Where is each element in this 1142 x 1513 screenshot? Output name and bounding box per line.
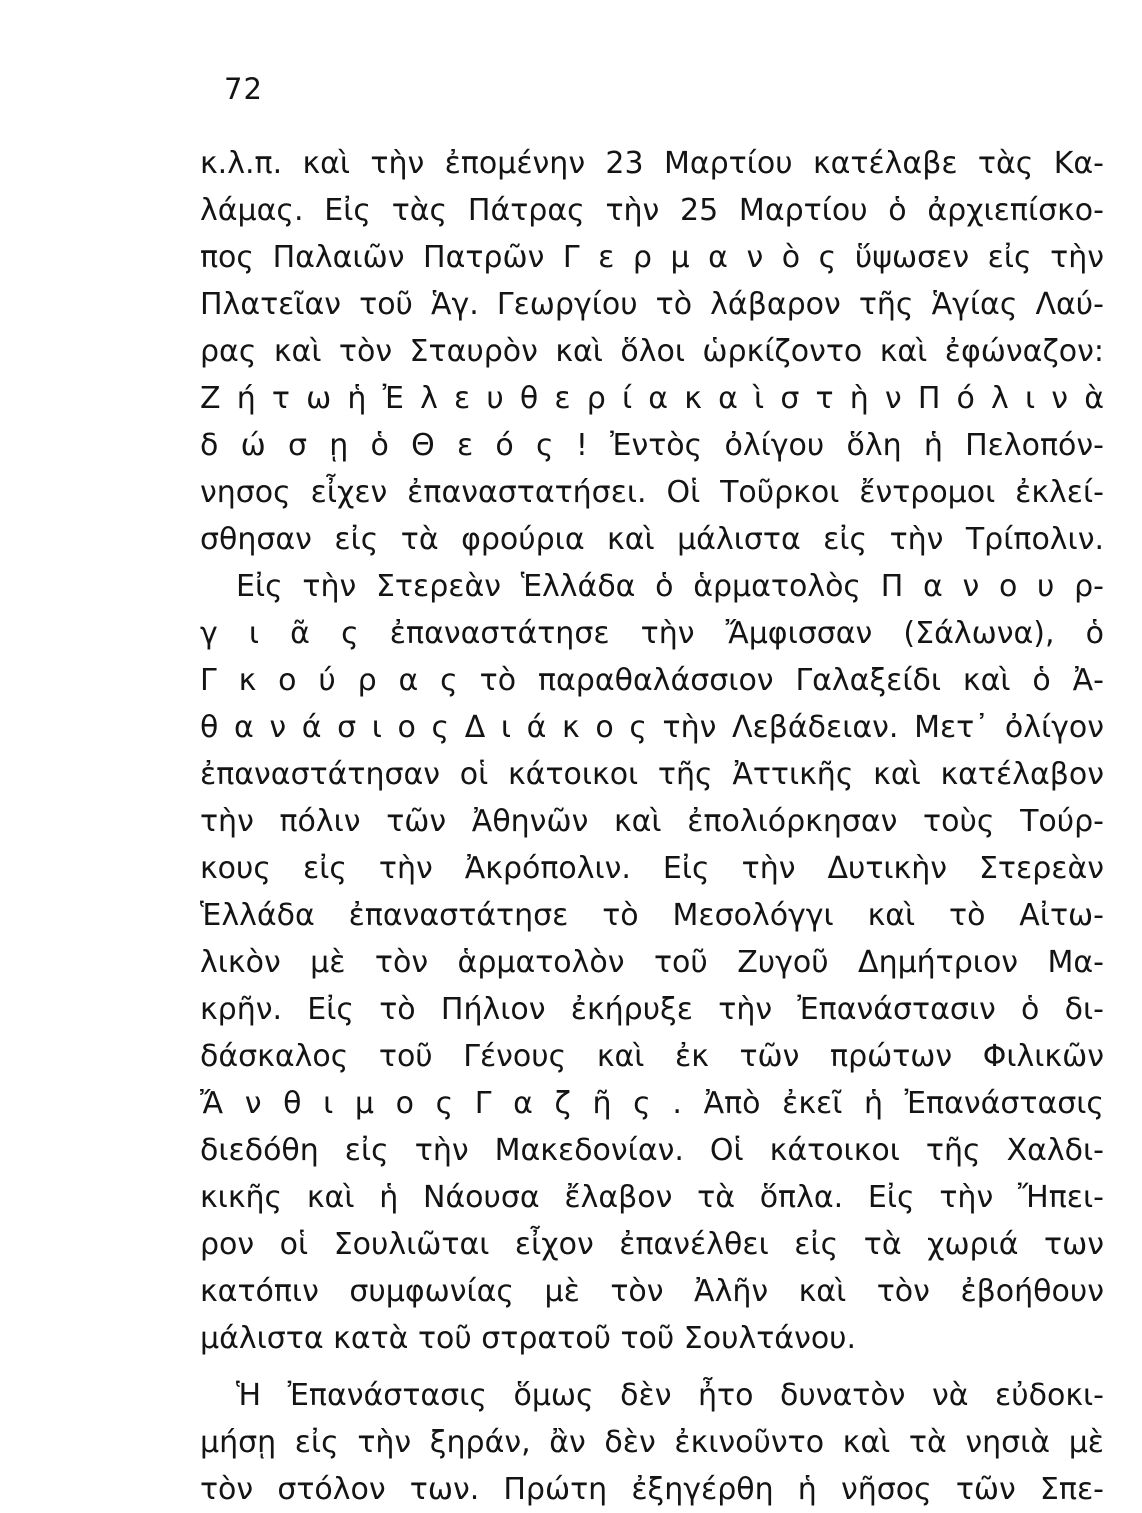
text-line: κ.λ.π. καὶ τὴν ἐπομένην 23 Μαρτίου κατέλαβε τὰς Κα- bbox=[200, 146, 1104, 181]
text-line: λάμας. Εἰς τὰς Πάτρας τὴν 25 Μαρτίου ὁ ἀρχιεπίσκο- bbox=[200, 193, 1104, 228]
text-line: γ ι ᾶ ς ἐπαναστάτησε τὴν Ἄμφισσαν (Σάλωνα), ὁ bbox=[200, 616, 1104, 651]
text-line: τὸν στόλον των. Πρώτη ἐξηγέρθη ἡ νῆσος τῶν Σπε- bbox=[200, 1472, 1104, 1507]
text-line: Ἄ ν θ ι μ ο ς Γ α ζ ῆ ς . Ἀπὸ ἐκεῖ ἡ Ἐπανάστασις bbox=[200, 1086, 1104, 1121]
text-line: δάσκαλος τοῦ Γένους καὶ ἐκ τῶν πρώτων Φιλικῶν bbox=[200, 1039, 1104, 1074]
text-line: ἐπαναστάτησαν οἱ κάτοικοι τῆς Ἀττικῆς καὶ κατέλαβον bbox=[200, 757, 1104, 792]
text-line: μήσῃ εἰς τὴν ξηράν, ἂν δὲν ἐκινοῦντο καὶ τὰ νησιὰ μὲ bbox=[200, 1425, 1104, 1460]
text-line: δ ώ σ ῃ ὁ Θ ε ό ς ! Ἐντὸς ὀλίγου ὅλη ἡ Πελοπόν- bbox=[200, 428, 1104, 463]
text-line: Γ κ ο ύ ρ α ς τὸ παραθαλάσσιον Γαλαξείδι καὶ ὁ Ἀ- bbox=[200, 663, 1104, 698]
text-line: Πλατεῖαν τοῦ Ἁγ. Γεωργίου τὸ λάβαρον τῆς Ἁγίας Λαύ- bbox=[200, 287, 1104, 322]
text-line: διεδόθη εἰς τὴν Μακεδονίαν. Οἱ κάτοικοι τῆς Χαλδι- bbox=[200, 1133, 1104, 1168]
text-line: Ζ ή τ ω ἡ Ἐ λ ε υ θ ε ρ ί α κ α ὶ σ τ ὴ ν Π ό λ ι ν ὰ bbox=[200, 381, 1104, 416]
text-line: νησος εἶχεν ἐπαναστατήσει. Οἱ Τοῦρκοι ἔντρομοι ἐκλεί- bbox=[200, 475, 1104, 510]
text-line: Εἰς τὴν Στερεὰν Ἑλλάδα ὁ ἁρματολὸς Π α ν ο υ ρ- bbox=[236, 569, 1104, 604]
text-line: ρον οἱ Σουλιῶται εἶχον ἐπανέλθει εἰς τὰ χωριά των bbox=[200, 1227, 1104, 1262]
text-line: κρῆν. Εἰς τὸ Πήλιον ἐκήρυξε τὴν Ἐπανάστασιν ὁ δι- bbox=[200, 992, 1104, 1027]
text-line: Ἑλλάδα ἐπαναστάτησε τὸ Μεσολόγγι καὶ τὸ Αἰτω- bbox=[200, 898, 1104, 933]
text-line: κικῆς καὶ ἡ Νάουσα ἔλαβον τὰ ὅπλα. Εἰς τὴν Ἤπει- bbox=[200, 1180, 1104, 1215]
text-line: κατόπιν συμφωνίας μὲ τὸν Ἀλῆν καὶ τὸν ἐβοήθουν bbox=[200, 1274, 1104, 1309]
text-line: Ἡ Ἐπανάστασις ὅμως δὲν ἦτο δυνατὸν νὰ εὐδοκι- bbox=[236, 1378, 1104, 1413]
text-line: ρας καὶ τὸν Σταυρὸν καὶ ὅλοι ὡρκίζοντο καὶ ἐφώναζον: bbox=[200, 334, 1104, 369]
text-line: λικὸν μὲ τὸν ἁρματολὸν τοῦ Ζυγοῦ Δημήτριον Μα- bbox=[200, 945, 1104, 980]
text-line: τὴν πόλιν τῶν Ἀθηνῶν καὶ ἐπολιόρκησαν τοὺς Τούρ- bbox=[200, 804, 1104, 839]
text-line: σθησαν εἰς τὰ φρούρια καὶ μάλιστα εἰς τὴν Τρίπολιν. bbox=[200, 522, 1104, 557]
page-number: 72 bbox=[224, 72, 263, 106]
text-line: μάλιστα κατὰ τοῦ στρατοῦ τοῦ Σουλτάνου. bbox=[200, 1321, 857, 1356]
text-line: κους εἰς τὴν Ἀκρόπολιν. Εἰς τὴν Δυτικὴν Στερεὰν bbox=[200, 851, 1104, 886]
body-text bbox=[200, 140, 1104, 1513]
text-line: θ α ν ά σ ι ο ς Δ ι ά κ ο ς τὴν Λεβάδειαν. Μετ᾽ ὀλίγον bbox=[200, 710, 1104, 745]
text-line: πος Παλαιῶν Πατρῶν Γ ε ρ μ α ν ὸ ς ὕψωσεν εἰς τὴν bbox=[200, 240, 1104, 275]
paragraph-gap bbox=[200, 1362, 1104, 1372]
